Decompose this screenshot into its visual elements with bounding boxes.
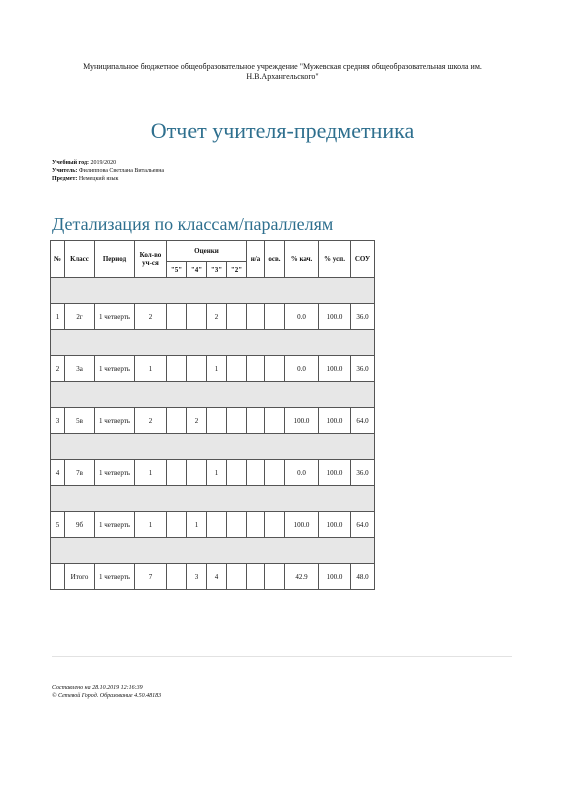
table-spacer-row xyxy=(51,434,375,460)
col-num-header: № xyxy=(51,241,65,278)
section-title: Детализация по классам/параллелям xyxy=(52,214,334,234)
cell-sou: 36.0 xyxy=(351,460,375,486)
cell-g3: 2 xyxy=(207,304,227,330)
col-period-header: Период xyxy=(95,241,135,278)
cell-num: 4 xyxy=(51,460,65,486)
cell-g3: 1 xyxy=(207,356,227,382)
col-kach-header: % кач. xyxy=(285,241,319,278)
cell-kach: 100.0 xyxy=(285,512,319,538)
cell-g5 xyxy=(167,460,187,486)
cell-g3 xyxy=(207,408,227,434)
spacer-cell xyxy=(51,434,375,460)
col-g4-header: "4" xyxy=(187,262,207,278)
table-spacer-row xyxy=(51,486,375,512)
cell-na xyxy=(247,356,265,382)
cell-num: 1 xyxy=(51,304,65,330)
cell-g2 xyxy=(227,564,247,590)
cell-usp: 100.0 xyxy=(319,356,351,382)
cell-class: Итого xyxy=(65,564,95,590)
cell-kach: 42.9 xyxy=(285,564,319,590)
cell-period: 1 четверть xyxy=(95,408,135,434)
cell-num xyxy=(51,564,65,590)
footer-divider xyxy=(52,656,512,657)
cell-count: 1 xyxy=(135,356,167,382)
cell-period: 1 четверть xyxy=(95,356,135,382)
cell-osv xyxy=(265,460,285,486)
cell-period: 1 четверть xyxy=(95,460,135,486)
meta-teacher-value: Филиппова Светлана Витальевна xyxy=(78,168,165,174)
cell-osv xyxy=(265,564,285,590)
cell-sou: 36.0 xyxy=(351,356,375,382)
cell-g4: 2 xyxy=(187,408,207,434)
cell-count: 7 xyxy=(135,564,167,590)
cell-period: 1 четверть xyxy=(95,512,135,538)
cell-count: 1 xyxy=(135,460,167,486)
cell-num: 5 xyxy=(51,512,65,538)
cell-class: 2г xyxy=(65,304,95,330)
cell-g4 xyxy=(187,356,207,382)
cell-usp: 100.0 xyxy=(319,512,351,538)
cell-kach: 100.0 xyxy=(285,408,319,434)
cell-g3: 1 xyxy=(207,460,227,486)
cell-g2 xyxy=(227,460,247,486)
cell-osv xyxy=(265,304,285,330)
meta-teacher-label: Учитель: xyxy=(52,168,78,174)
col-count-header: Кол-во уч-ся xyxy=(135,241,167,278)
col-sou-header: СОУ xyxy=(351,241,375,278)
table-row xyxy=(51,408,375,434)
table-row xyxy=(51,304,375,330)
cell-count: 2 xyxy=(135,408,167,434)
footer-copyright: © Сетевой Город. Образование 4.50.48183 xyxy=(52,693,162,699)
footer-generated: Составлено на 28.10.2019 12:16:39 xyxy=(52,685,143,691)
cell-g3: 4 xyxy=(207,564,227,590)
cell-g4: 1 xyxy=(187,512,207,538)
cell-class: 7в xyxy=(65,460,95,486)
cell-na xyxy=(247,564,265,590)
report-meta xyxy=(52,159,164,183)
spacer-cell xyxy=(51,538,375,564)
col-g2-header: "2" xyxy=(227,262,247,278)
cell-class: 5в xyxy=(65,408,95,434)
cell-g2 xyxy=(227,356,247,382)
school-header-line1: Муниципальное бюджетное общеобразовательное учреждение "Мужевская средняя общеобразовательная школа им. xyxy=(83,62,482,71)
cell-na xyxy=(247,408,265,434)
meta-year-label: Учебный год: xyxy=(52,160,89,166)
cell-period: 1 четверть xyxy=(95,564,135,590)
cell-sou: 64.0 xyxy=(351,512,375,538)
spacer-cell xyxy=(51,278,375,304)
cell-kach: 0.0 xyxy=(285,304,319,330)
cell-usp: 100.0 xyxy=(319,564,351,590)
cell-osv xyxy=(265,408,285,434)
cell-kach: 0.0 xyxy=(285,356,319,382)
spacer-cell xyxy=(51,330,375,356)
cell-g4 xyxy=(187,460,207,486)
cell-usp: 100.0 xyxy=(319,460,351,486)
cell-g5 xyxy=(167,408,187,434)
col-g3-header: "3" xyxy=(207,262,227,278)
meta-year-value: 2019/2020 xyxy=(90,160,117,166)
col-g5-header: "5" xyxy=(167,262,187,278)
table-spacer-row xyxy=(51,538,375,564)
cell-count: 1 xyxy=(135,512,167,538)
meta-subject-label: Предмет: xyxy=(52,176,78,182)
table-row xyxy=(51,460,375,486)
col-osv-header: осв. xyxy=(265,241,285,278)
cell-sou: 64.0 xyxy=(351,408,375,434)
spacer-cell xyxy=(51,382,375,408)
meta-year xyxy=(52,159,164,167)
cell-sou: 48.0 xyxy=(351,564,375,590)
cell-g3 xyxy=(207,512,227,538)
cell-usp: 100.0 xyxy=(319,304,351,330)
cell-count: 2 xyxy=(135,304,167,330)
cell-g4 xyxy=(187,304,207,330)
col-grades-header: Оценки xyxy=(167,241,247,262)
table-total-row xyxy=(51,564,375,590)
table-spacer-row xyxy=(51,278,375,304)
cell-class: 3а xyxy=(65,356,95,382)
cell-usp: 100.0 xyxy=(319,408,351,434)
meta-teacher xyxy=(52,167,164,175)
footer xyxy=(52,684,161,700)
table-spacer-row xyxy=(51,382,375,408)
cell-g2 xyxy=(227,304,247,330)
cell-na xyxy=(247,512,265,538)
col-na-header: н/а xyxy=(247,241,265,278)
table-spacer-row xyxy=(51,330,375,356)
cell-period: 1 четверть xyxy=(95,304,135,330)
cell-osv xyxy=(265,356,285,382)
report-table xyxy=(50,240,375,590)
col-usp-header: % усп. xyxy=(319,241,351,278)
cell-g2 xyxy=(227,512,247,538)
table-row xyxy=(51,356,375,382)
cell-g5 xyxy=(167,356,187,382)
col-class-header: Класс xyxy=(65,241,95,278)
cell-class: 9б xyxy=(65,512,95,538)
cell-g5 xyxy=(167,304,187,330)
school-header xyxy=(40,62,525,82)
cell-osv xyxy=(265,512,285,538)
cell-num: 2 xyxy=(51,356,65,382)
cell-na xyxy=(247,304,265,330)
table-row xyxy=(51,512,375,538)
cell-num: 3 xyxy=(51,408,65,434)
school-header-line2: Н.В.Архангельского" xyxy=(246,72,319,81)
meta-subject-value: Немецкий язык xyxy=(78,176,119,182)
cell-sou: 36.0 xyxy=(351,304,375,330)
page-title: Отчет учителя-предметника xyxy=(150,118,415,143)
cell-na xyxy=(247,460,265,486)
cell-kach: 0.0 xyxy=(285,460,319,486)
cell-g5 xyxy=(167,564,187,590)
table-header-row xyxy=(51,241,375,262)
cell-g2 xyxy=(227,408,247,434)
cell-g5 xyxy=(167,512,187,538)
spacer-cell xyxy=(51,486,375,512)
meta-subject xyxy=(52,175,164,183)
cell-g4: 3 xyxy=(187,564,207,590)
